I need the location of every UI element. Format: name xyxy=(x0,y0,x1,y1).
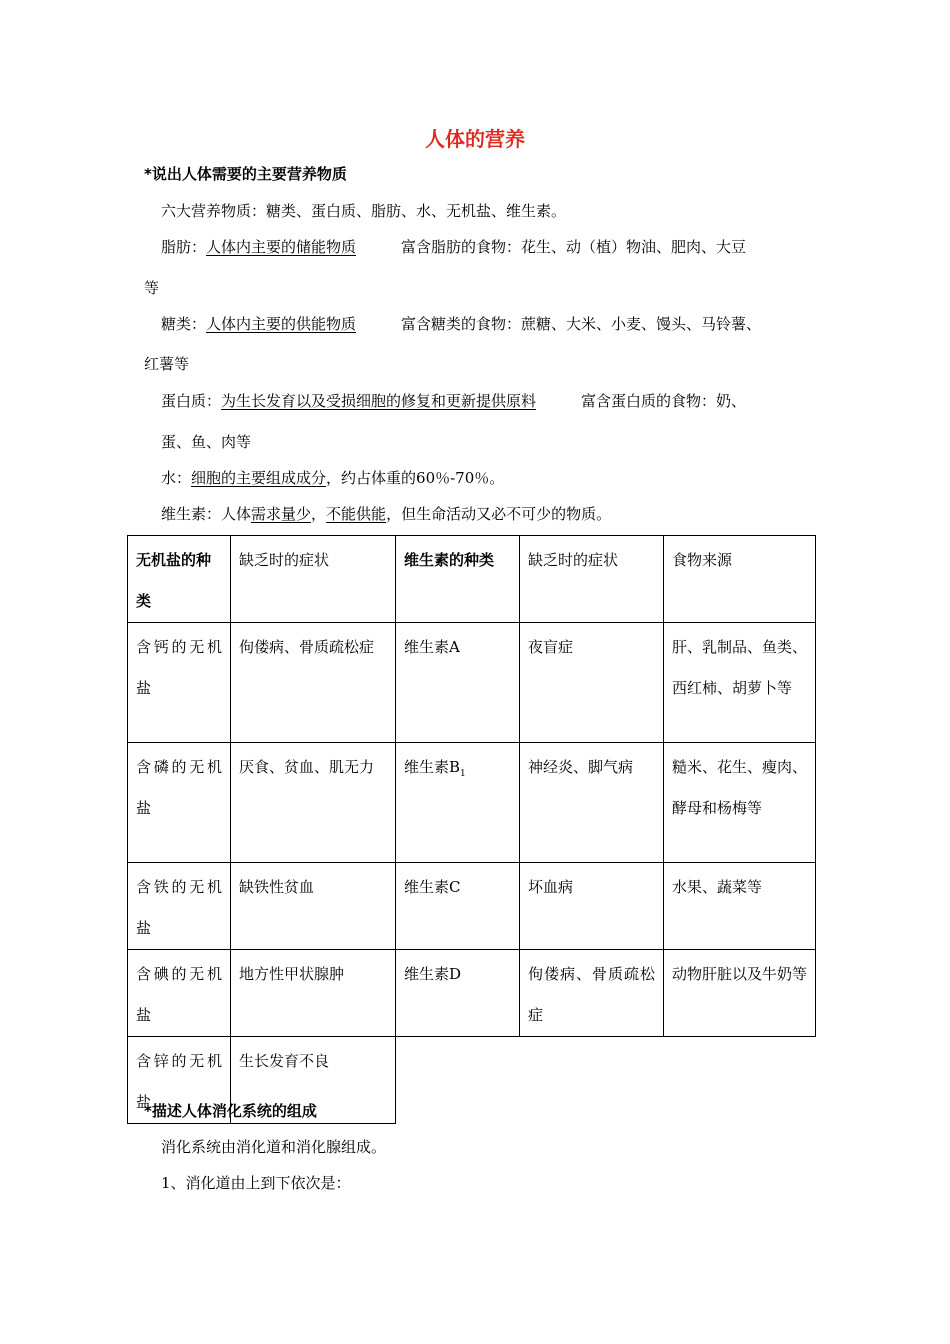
cell: 佝偻病、骨质疏松症 xyxy=(520,950,664,1037)
vitamin-b-text: 维生素B xyxy=(404,758,461,776)
table-row xyxy=(128,743,816,863)
sugar-foods: 富含糖类的食物：蔗糖、大米、小麦、馒头、马铃薯、 xyxy=(401,315,762,333)
cell: 含铁的无机盐 xyxy=(128,863,231,950)
cell: 含钙的无机盐 xyxy=(128,623,231,743)
vitamin-rest: ，但生命活动又必不可少的物质。 xyxy=(386,505,612,523)
water-rest: ，约占体重的60％-70％。 xyxy=(326,469,505,487)
section1-heading: *说出人体需要的主要营养物质 xyxy=(144,165,347,183)
cell: 生长发育不良 xyxy=(231,1037,396,1124)
sugar-definition: 人体内主要的供能物质 xyxy=(206,315,357,333)
fat-line-cont: 等 xyxy=(144,279,160,297)
vitamin-comma: ， xyxy=(311,505,327,523)
vitamin-line xyxy=(161,503,611,524)
cell: 地方性甲状腺肿 xyxy=(231,950,396,1037)
cell: 水果、蔬菜等 xyxy=(664,863,816,950)
cell: 夜盲症 xyxy=(520,623,664,743)
protein-foods: 富含蛋白质的食物：奶、 xyxy=(581,392,747,410)
section2-heading: *描述人体消化系统的组成 xyxy=(144,1102,317,1120)
vitamin-b-subscript: 1 xyxy=(460,769,466,779)
protein-line xyxy=(161,390,746,411)
digestive-system-line: 消化系统由消化道和消化腺组成。 xyxy=(161,1138,387,1156)
cell: 厌食、贫血、肌无力 xyxy=(231,743,396,863)
cell: 含碘的无机盐 xyxy=(128,950,231,1037)
six-nutrients-line: 六大营养物质：糖类、蛋白质、脂肪、水、无机盐、维生素。 xyxy=(161,202,567,220)
nutrition-table xyxy=(127,535,816,1124)
cell: 维生素C xyxy=(396,863,520,950)
cell-vitamin-b1 xyxy=(396,743,520,863)
cell: 糙米、花生、瘦肉、酵母和杨梅等 xyxy=(664,743,816,863)
vitamin-label: 维生素：人体 xyxy=(161,505,252,523)
fat-label: 脂肪： xyxy=(161,238,207,256)
cell: 坏血病 xyxy=(520,863,664,950)
header-food-source: 食物来源 xyxy=(664,536,816,623)
protein-label: 蛋白质： xyxy=(161,392,222,410)
header-vitamin-type: 维生素的种类 xyxy=(396,536,520,623)
protein-definition: 为生长发育以及受损细胞的修复和更新提供原料 xyxy=(221,392,537,410)
sugar-line xyxy=(161,313,761,334)
page-title: 人体的营养 xyxy=(425,127,525,151)
table-header-row xyxy=(128,536,816,623)
cell: 含磷的无机盐 xyxy=(128,743,231,863)
table-row xyxy=(128,950,816,1037)
sugar-line-cont: 红薯等 xyxy=(144,355,190,373)
cell: 维生素D xyxy=(396,950,520,1037)
cell: 含锌的无机盐 xyxy=(128,1037,231,1124)
sugar-label: 糖类： xyxy=(161,315,207,333)
cell: 维生素A xyxy=(396,623,520,743)
fat-definition: 人体内主要的储能物质 xyxy=(206,238,357,256)
cell: 动物肝脏以及牛奶等 xyxy=(664,950,816,1037)
cell: 缺铁性贫血 xyxy=(231,863,396,950)
empty-cell xyxy=(396,1037,816,1124)
vitamin-no-energy: 不能供能 xyxy=(326,505,387,523)
cell: 肝、乳制品、鱼类、西红柿、胡萝卜等 xyxy=(664,623,816,743)
header-mineral-type: 无机盐的种类 xyxy=(128,536,231,623)
water-definition: 细胞的主要组成成分 xyxy=(191,469,327,487)
table-row xyxy=(128,863,816,950)
header-mineral-symptom: 缺乏时的症状 xyxy=(231,536,396,623)
vitamin-need-small: 需求量少 xyxy=(251,505,312,523)
header-vitamin-symptom: 缺乏时的症状 xyxy=(520,536,664,623)
cell: 佝偻病、骨质疏松症 xyxy=(231,623,396,743)
protein-line-cont: 蛋、鱼、肉等 xyxy=(161,433,252,451)
fat-line xyxy=(161,236,746,257)
table-row xyxy=(128,623,816,743)
cell: 神经炎、脚气病 xyxy=(520,743,664,863)
digestive-tract-line: 1、消化道由上到下依次是： xyxy=(161,1174,351,1192)
water-line xyxy=(161,467,504,488)
fat-foods: 富含脂肪的食物：花生、动（植）物油、肥肉、大豆 xyxy=(401,238,747,256)
water-label: 水： xyxy=(161,469,192,487)
